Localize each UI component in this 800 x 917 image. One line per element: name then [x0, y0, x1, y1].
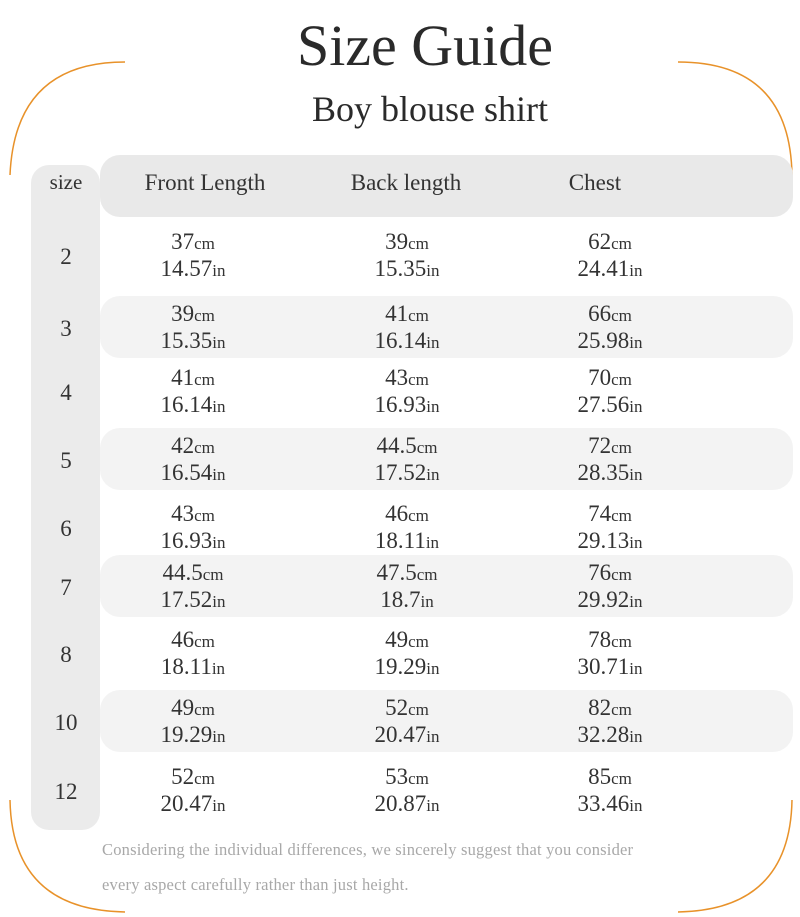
cm-unit: cm	[611, 438, 632, 457]
cm-unit: cm	[408, 506, 429, 525]
in-value: 18.7	[380, 587, 421, 612]
measurement-cell	[376, 561, 437, 615]
size-cell: 8	[60, 642, 72, 667]
cm-unit: cm	[611, 370, 632, 389]
cm-unit: cm	[611, 769, 632, 788]
measurement-cell	[578, 628, 643, 682]
measurement-cell	[375, 696, 440, 750]
cm-unit: cm	[408, 234, 429, 253]
in-value: 20.47	[160, 791, 213, 816]
measurement-cell	[578, 230, 643, 284]
in-value: 30.71	[577, 654, 630, 679]
cm-value: 41	[385, 301, 409, 326]
measurement-cell	[161, 302, 226, 356]
cm-value: 82	[588, 695, 612, 720]
cm-value: 76	[588, 560, 612, 585]
cm-value: 66	[588, 301, 612, 326]
in-value: 16.14	[374, 328, 427, 353]
measurement-cell	[375, 502, 439, 556]
cm-unit: cm	[408, 306, 429, 325]
in-unit: in	[212, 261, 226, 280]
cm-unit: cm	[408, 700, 429, 719]
cm-unit: cm	[611, 234, 632, 253]
in-value: 25.98	[577, 328, 630, 353]
in-value: 16.14	[160, 392, 213, 417]
measurement-cell	[161, 230, 226, 284]
in-unit: in	[426, 659, 440, 678]
size-cell: 4	[60, 380, 72, 405]
in-unit: in	[426, 727, 440, 746]
cm-value: 52	[385, 695, 409, 720]
in-value: 18.11	[160, 654, 212, 679]
cm-value: 62	[588, 229, 612, 254]
measurement-cell	[161, 561, 226, 615]
in-value: 14.57	[160, 256, 213, 281]
cm-value: 78	[588, 627, 612, 652]
measurement-cell	[375, 302, 440, 356]
table-row	[0, 555, 800, 617]
in-unit: in	[212, 397, 226, 416]
in-value: 15.35	[374, 256, 427, 281]
cm-unit: cm	[611, 306, 632, 325]
cm-value: 46	[385, 501, 409, 526]
in-value: 17.52	[374, 460, 427, 485]
measurement-cell	[161, 434, 226, 488]
cm-unit: cm	[194, 370, 215, 389]
in-value: 16.93	[160, 528, 213, 553]
table-row	[0, 428, 800, 490]
cm-value: 85	[588, 764, 612, 789]
measurement-cell	[161, 696, 226, 750]
cm-value: 74	[588, 501, 612, 526]
in-unit: in	[629, 592, 643, 611]
note-line-1: Considering the individual differences, we sincerely suggest that you consider	[102, 840, 634, 859]
cm-unit: cm	[611, 632, 632, 651]
cm-value: 44.5	[162, 560, 203, 585]
note-line-2: every aspect carefully rather than just height.	[102, 875, 409, 894]
cm-unit: cm	[611, 565, 632, 584]
size-cell: 3	[60, 316, 72, 341]
cm-unit: cm	[202, 565, 224, 584]
in-unit: in	[629, 333, 643, 352]
table-row	[0, 296, 800, 358]
in-unit: in	[420, 592, 434, 611]
cm-unit: cm	[416, 438, 438, 457]
measurement-cell	[161, 502, 226, 556]
measurement-cell	[375, 366, 440, 420]
cm-value: 41	[171, 365, 195, 390]
cm-unit: cm	[611, 700, 632, 719]
cm-unit: cm	[194, 234, 215, 253]
cm-value: 47.5	[376, 560, 417, 585]
measurement-cell	[161, 366, 226, 420]
measurement-cell	[578, 765, 643, 819]
cm-unit: cm	[194, 769, 215, 788]
in-unit: in	[426, 333, 440, 352]
size-cell: 5	[60, 448, 72, 473]
in-value: 15.35	[160, 328, 213, 353]
header-back-length: Back length	[350, 170, 462, 195]
in-unit: in	[212, 465, 226, 484]
table-row	[0, 622, 800, 684]
in-value: 27.56	[577, 392, 630, 417]
measurement-cell	[375, 230, 440, 284]
measurement-cell	[578, 302, 643, 356]
in-unit: in	[212, 333, 226, 352]
measurement-cell	[375, 765, 440, 819]
measurement-cell	[578, 561, 643, 615]
table-row	[0, 360, 800, 422]
table-row	[0, 690, 800, 752]
table-row	[0, 759, 800, 821]
cm-value: 39	[385, 229, 409, 254]
in-value: 16.93	[374, 392, 427, 417]
table-row	[0, 496, 800, 558]
cm-value: 49	[385, 627, 409, 652]
in-value: 19.29	[160, 722, 213, 747]
cm-value: 52	[171, 764, 195, 789]
in-unit: in	[629, 796, 643, 815]
in-unit: in	[211, 659, 226, 678]
measurement-cell	[161, 628, 225, 682]
size-cell: 2	[60, 244, 72, 269]
cm-unit: cm	[194, 700, 215, 719]
in-value: 29.13	[577, 528, 630, 553]
cm-value: 49	[171, 695, 195, 720]
size-cell: 7	[60, 575, 72, 600]
in-value: 20.87	[374, 791, 427, 816]
size-cell: 6	[60, 516, 72, 541]
cm-unit: cm	[194, 506, 215, 525]
in-unit: in	[426, 261, 440, 280]
cm-value: 72	[588, 433, 612, 458]
cm-unit: cm	[194, 632, 215, 651]
cm-value: 39	[171, 301, 195, 326]
cm-value: 43	[385, 365, 409, 390]
cm-value: 46	[171, 627, 195, 652]
in-value: 16.54	[160, 460, 213, 485]
page-subtitle: Boy blouse shirt	[311, 89, 548, 129]
header-chest: Chest	[568, 170, 622, 195]
in-unit: in	[629, 465, 643, 484]
cm-value: 70	[588, 365, 612, 390]
measurement-cell	[375, 628, 440, 682]
size-header: size	[49, 170, 83, 194]
cm-unit: cm	[416, 565, 438, 584]
page-title: Size Guide	[296, 13, 554, 78]
in-value: 28.35	[577, 460, 630, 485]
in-unit: in	[629, 397, 643, 416]
in-unit: in	[425, 533, 440, 552]
in-unit: in	[426, 465, 440, 484]
size-cell: 12	[54, 779, 78, 804]
measurement-cell	[578, 434, 643, 488]
in-unit: in	[629, 261, 643, 280]
in-unit: in	[212, 592, 226, 611]
in-unit: in	[212, 533, 226, 552]
in-unit: in	[629, 727, 643, 746]
in-unit: in	[629, 533, 643, 552]
measurement-cell	[578, 502, 643, 556]
cm-value: 53	[385, 764, 409, 789]
cm-unit: cm	[194, 438, 215, 457]
in-value: 24.41	[577, 256, 630, 281]
in-value: 19.29	[374, 654, 427, 679]
measurement-cell	[578, 366, 643, 420]
cm-unit: cm	[611, 506, 632, 525]
in-value: 17.52	[160, 587, 213, 612]
in-value: 32.28	[577, 722, 630, 747]
size-cell: 10	[54, 710, 78, 735]
in-value: 29.92	[577, 587, 630, 612]
measurement-cell	[578, 696, 643, 750]
in-unit: in	[629, 659, 643, 678]
measurement-cell	[375, 434, 440, 488]
cm-value: 42	[171, 433, 195, 458]
in-value: 33.46	[577, 791, 630, 816]
cm-unit: cm	[194, 306, 215, 325]
table-row	[0, 224, 800, 286]
measurement-cell	[161, 765, 226, 819]
in-unit: in	[212, 796, 226, 815]
in-unit: in	[426, 397, 440, 416]
header-front-length: Front Length	[144, 170, 266, 195]
in-unit: in	[426, 796, 440, 815]
cm-value: 43	[171, 501, 195, 526]
cm-unit: cm	[408, 769, 429, 788]
in-value: 18.11	[374, 528, 426, 553]
cm-unit: cm	[408, 632, 429, 651]
cm-unit: cm	[408, 370, 429, 389]
cm-value: 37	[171, 229, 195, 254]
in-unit: in	[212, 727, 226, 746]
in-value: 20.47	[374, 722, 427, 747]
cm-value: 44.5	[376, 433, 417, 458]
